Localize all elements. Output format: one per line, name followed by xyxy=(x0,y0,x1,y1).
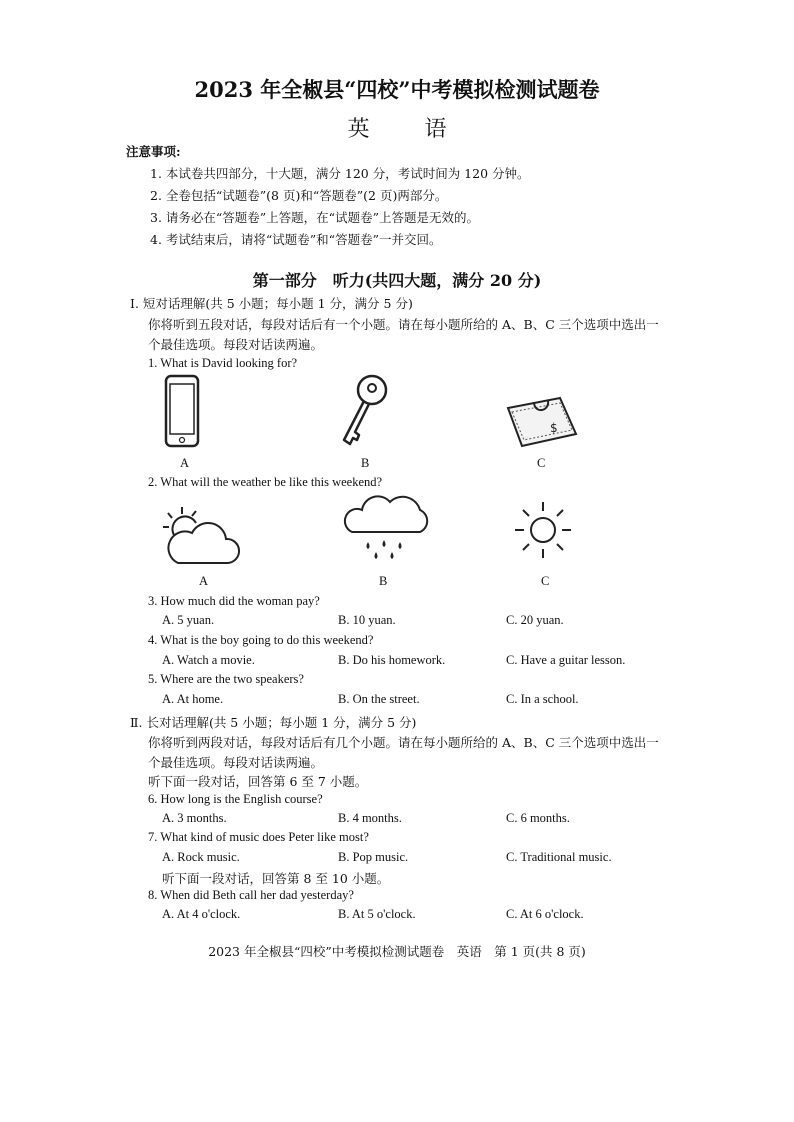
dialogue-instruction: 听下面一段对话，回答第 6 至 7 小题。 xyxy=(148,774,368,789)
page-footer: 2023 年全椒县“四校”中考模拟检测试题卷 英语 第 1 页(共 8 页) xyxy=(208,944,586,959)
svg-text:$: $ xyxy=(550,421,558,435)
partly-cloudy-icon xyxy=(162,505,242,569)
section1-instruction: 个最佳选项。每段对话读两遍。 xyxy=(148,337,324,352)
subject-title: 英 语 xyxy=(347,117,471,142)
wallet-icon xyxy=(504,394,580,448)
option-label: B xyxy=(379,574,388,588)
option-c: C. At 6 o'clock. xyxy=(506,907,584,921)
dialogue-instruction: 听下面一段对话，回答第 8 至 10 小题。 xyxy=(162,871,390,886)
option-b: B. Do his homework. xyxy=(338,653,446,667)
option-a: A. 5 yuan. xyxy=(162,613,215,627)
notice-item: 2. 全卷包括“试题卷”(8 页)和“答题卷”(2 页)两部分。 xyxy=(150,188,448,203)
option-b: B. Pop music. xyxy=(338,850,409,864)
option-a: A. 3 months. xyxy=(162,811,227,825)
question-4: 4. What is the boy going to do this weekend? xyxy=(148,633,374,647)
option-c: C. Traditional music. xyxy=(506,850,612,864)
phone-icon xyxy=(164,374,200,448)
option-a: A. Rock music. xyxy=(162,850,240,864)
option-c: C. Have a guitar lesson. xyxy=(506,653,626,667)
option-a: A. At home. xyxy=(162,692,224,706)
section2-instruction: 个最佳选项。每段对话读两遍。 xyxy=(148,755,324,770)
question-8: 8. When did Beth call her dad yesterday? xyxy=(148,888,354,902)
notice-item: 3. 请务必在“答题卷”上答题，在“试题卷”上答题是无效的。 xyxy=(150,210,479,225)
rain-cloud-icon xyxy=(340,494,434,564)
notice-heading: 注意事项: xyxy=(126,144,181,159)
option-a: A. At 4 o'clock. xyxy=(162,907,241,921)
section1-instruction: 你将听到五段对话，每段对话后有一个小题。请在每小题所给的 A、B、C 三个选项中选出一 xyxy=(148,317,659,332)
option-label: B xyxy=(361,456,370,470)
option-b: B. At 5 o'clock. xyxy=(338,907,416,921)
option-b: B. On the street. xyxy=(338,692,420,706)
sun-icon xyxy=(514,500,572,560)
question-1: 1. What is David looking for? xyxy=(148,356,298,370)
notice-item: 1. 本试卷共四部分，十大题，满分 120 分，考试时间为 120 分钟。 xyxy=(150,166,530,181)
option-label: A xyxy=(180,456,190,470)
option-a: A. Watch a movie. xyxy=(162,653,255,667)
question-5: 5. Where are the two speakers? xyxy=(148,672,304,686)
option-b: B. 10 yuan. xyxy=(338,613,396,627)
option-b: B. 4 months. xyxy=(338,811,402,825)
section1-heading: Ⅰ. 短对话理解(共 5 小题；每小题 1 分，满分 5 分) xyxy=(130,296,413,311)
section2-heading: Ⅱ. 长对话理解(共 5 小题；每小题 1 分，满分 5 分) xyxy=(130,715,417,730)
part1-heading: 第一部分 听力(共四大题，满分 20 分) xyxy=(252,271,542,290)
option-c: C. 6 months. xyxy=(506,811,570,825)
option-label: C xyxy=(537,456,546,470)
option-c: C. 20 yuan. xyxy=(506,613,564,627)
question-7: 7. What kind of music does Peter like most? xyxy=(148,830,369,844)
section2-instruction: 你将听到两段对话，每段对话后有几个小题。请在每小题所给的 A、B、C 三个选项中选出一 xyxy=(148,735,659,750)
exam-title: 2023 年全椒县“四校”中考模拟检测试题卷 xyxy=(194,77,600,102)
question-6: 6. How long is the English course? xyxy=(148,792,323,806)
notice-item: 4. 考试结束后，请将“试题卷”和“答题卷”一并交回。 xyxy=(150,232,442,247)
key-icon xyxy=(338,374,390,446)
question-2: 2. What will the weather be like this weekend? xyxy=(148,475,383,489)
option-label: A xyxy=(199,574,209,588)
question-3: 3. How much did the woman pay? xyxy=(148,594,320,608)
option-c: C. In a school. xyxy=(506,692,579,706)
option-label: C xyxy=(541,574,550,588)
